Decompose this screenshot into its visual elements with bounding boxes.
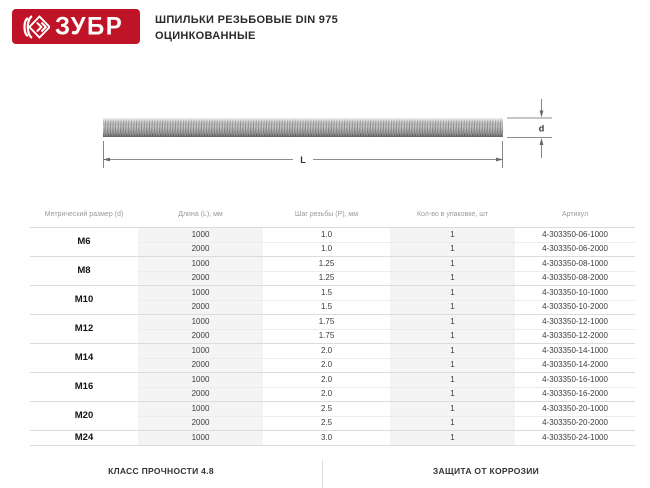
length-value: 2000: [138, 329, 263, 344]
length-value: 2000: [138, 387, 263, 402]
arrow-left-icon: [103, 158, 110, 162]
size-label: M16: [30, 373, 138, 402]
size-label: M8: [30, 257, 138, 286]
qty-value: 1: [390, 228, 515, 243]
qty-value: 1: [390, 300, 515, 315]
spec-table-wrap: [30, 202, 635, 446]
threaded-rod-diagram: [0, 0, 650, 190]
footer-strength-class: КЛАСС ПРОЧНОСТИ 4.8: [108, 466, 214, 476]
article-value: 4-303350-14-2000: [515, 358, 635, 373]
qty-value: 1: [390, 286, 515, 301]
pitch-value: 1.5: [263, 286, 390, 301]
article-value: 4-303350-20-1000: [515, 402, 635, 417]
article-value: 4-303350-10-2000: [515, 300, 635, 315]
length-value: 2000: [138, 300, 263, 315]
size-label: M10: [30, 286, 138, 315]
table-row: [30, 431, 635, 446]
table-row: [30, 344, 635, 359]
pitch-value: 1.25: [263, 271, 390, 286]
length-value: 2000: [138, 416, 263, 431]
pitch-value: 2.0: [263, 358, 390, 373]
pitch-value: 1.75: [263, 315, 390, 330]
pitch-value: 1.0: [263, 228, 390, 243]
article-value: 4-303350-24-1000: [515, 431, 635, 446]
table-row: [30, 373, 635, 388]
pitch-value: 1.5: [263, 300, 390, 315]
qty-value: 1: [390, 358, 515, 373]
col-header-qty: Кол-во в упаковке, шт: [390, 202, 515, 228]
article-value: 4-303350-06-1000: [515, 228, 635, 243]
article-value: 4-303350-08-1000: [515, 257, 635, 272]
col-header-size: Метрический размер (d): [30, 202, 138, 228]
pitch-value: 2.0: [263, 344, 390, 359]
col-header-article: Артикул: [515, 202, 635, 228]
table-row: [30, 286, 635, 301]
pitch-value: 1.0: [263, 242, 390, 257]
length-value: 1000: [138, 373, 263, 388]
article-value: 4-303350-16-1000: [515, 373, 635, 388]
arrow-right-icon: [496, 158, 503, 162]
col-header-length: Длина (L), мм: [138, 202, 263, 228]
qty-value: 1: [390, 329, 515, 344]
table-row: [30, 315, 635, 330]
qty-value: 1: [390, 344, 515, 359]
length-value: 1000: [138, 286, 263, 301]
title-line-1: ШПИЛЬКИ РЕЗЬБОВЫЕ DIN 975: [155, 14, 339, 26]
title-line-2: ОЦИНКОВАННЫЕ: [155, 30, 256, 42]
pitch-value: 2.5: [263, 416, 390, 431]
qty-value: 1: [390, 315, 515, 330]
pitch-value: 1.75: [263, 329, 390, 344]
pitch-value: 2.0: [263, 387, 390, 402]
table-row: [30, 257, 635, 272]
size-label: M12: [30, 315, 138, 344]
col-header-pitch: Шаг резьбы (P), мм: [263, 202, 390, 228]
pitch-value: 1.25: [263, 257, 390, 272]
table-row: [30, 402, 635, 417]
spec-table: [30, 202, 635, 446]
size-label: M6: [30, 228, 138, 257]
article-value: 4-303350-08-2000: [515, 271, 635, 286]
length-value: 1000: [138, 402, 263, 417]
qty-value: 1: [390, 242, 515, 257]
article-value: 4-303350-14-1000: [515, 344, 635, 359]
length-value: 1000: [138, 431, 263, 446]
length-value: 1000: [138, 228, 263, 243]
size-label: M24: [30, 431, 138, 446]
table-header-row: [30, 202, 635, 228]
length-dimension-label: L: [300, 155, 306, 165]
length-value: 1000: [138, 344, 263, 359]
article-value: 4-303350-16-2000: [515, 387, 635, 402]
article-value: 4-303350-12-1000: [515, 315, 635, 330]
length-value: 2000: [138, 271, 263, 286]
brand-name: ЗУБР: [55, 11, 124, 41]
qty-value: 1: [390, 387, 515, 402]
product-drawing: [0, 0, 650, 190]
table-row: [30, 228, 635, 243]
qty-value: 1: [390, 271, 515, 286]
article-value: 4-303350-10-1000: [515, 286, 635, 301]
pitch-value: 2.5: [263, 402, 390, 417]
qty-value: 1: [390, 402, 515, 417]
article-value: 4-303350-06-2000: [515, 242, 635, 257]
length-value: 1000: [138, 315, 263, 330]
size-label: M20: [30, 402, 138, 431]
article-value: 4-303350-20-2000: [515, 416, 635, 431]
qty-value: 1: [390, 416, 515, 431]
arrow-up-icon: [540, 138, 544, 145]
qty-value: 1: [390, 257, 515, 272]
article-value: 4-303350-12-2000: [515, 329, 635, 344]
length-value: 1000: [138, 257, 263, 272]
threaded-rod-image: [103, 118, 503, 137]
footer-corrosion-protection: ЗАЩИТА ОТ КОРРОЗИИ: [432, 466, 540, 476]
arrow-down-icon: [540, 111, 544, 118]
pitch-value: 2.0: [263, 373, 390, 388]
length-value: 2000: [138, 358, 263, 373]
pitch-value: 3.0: [263, 431, 390, 446]
diameter-dimension-label: d: [538, 123, 545, 134]
size-label: M14: [30, 344, 138, 373]
qty-value: 1: [390, 431, 515, 446]
length-value: 2000: [138, 242, 263, 257]
diameter-dimension: [507, 99, 552, 158]
qty-value: 1: [390, 373, 515, 388]
